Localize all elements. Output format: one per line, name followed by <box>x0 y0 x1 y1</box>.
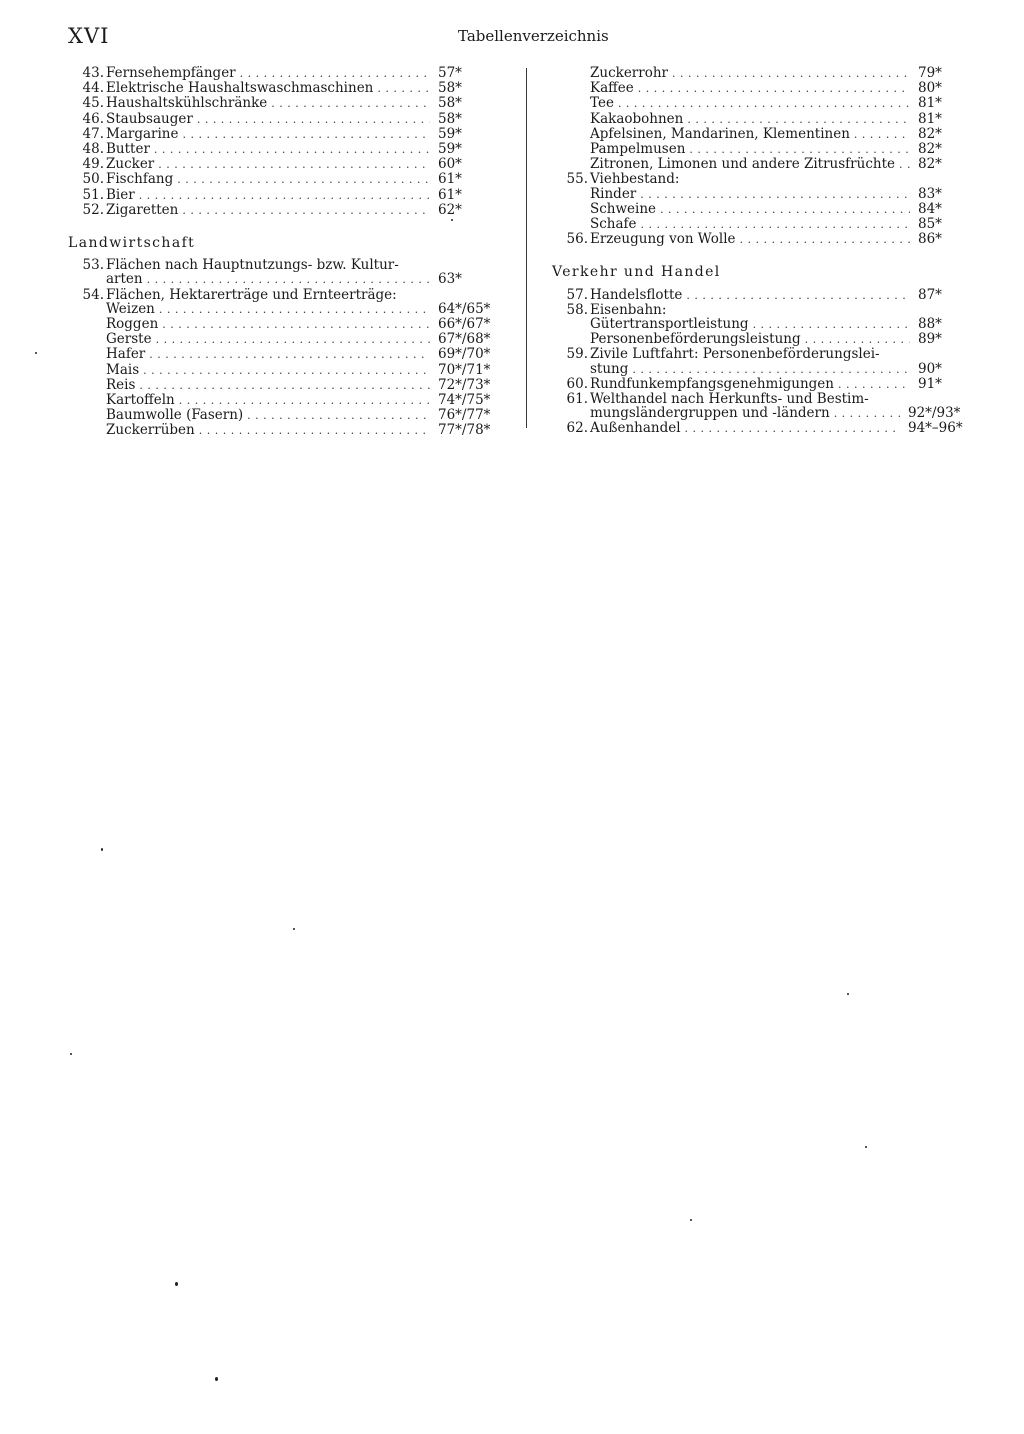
entry-title: mungsländergruppen und -ländern <box>590 405 830 422</box>
toc-entry <box>552 406 974 421</box>
toc-entry <box>552 317 974 332</box>
entry-title: Apfelsinen, Mandarinen, Klementinen <box>590 125 850 142</box>
dot-leader <box>271 97 430 111</box>
dot-leader <box>641 218 910 232</box>
toc-entry <box>552 288 974 303</box>
entry-title: Gütertransportleistung <box>590 316 749 333</box>
entry-title: Baumwolle (Fasern) <box>106 407 244 424</box>
entry-list-top <box>68 66 504 218</box>
entry-title: Rinder <box>590 185 637 202</box>
dot-leader <box>154 143 430 157</box>
entry-page-reference: 69*/70* <box>438 346 491 363</box>
entry-number: 54. <box>82 286 104 303</box>
dot-leader <box>182 128 430 142</box>
entry-page-reference: 57* <box>438 65 462 81</box>
entry-number: 61. <box>566 391 588 408</box>
dot-leader <box>687 113 910 127</box>
entry-title: Gerste <box>106 331 152 348</box>
entry-title: Erzeugung von Wolle <box>590 231 736 248</box>
entry-number: 62. <box>566 420 588 437</box>
entry-page-reference: 59* <box>438 125 462 142</box>
dot-leader <box>156 333 430 347</box>
entry-number: 43. <box>82 65 104 81</box>
toc-entry <box>68 66 504 81</box>
entry-page-reference: 81* <box>918 95 942 112</box>
entry-title: Reis <box>106 376 136 393</box>
entry-title: Fernsehempfänger <box>106 65 236 81</box>
entry-page-reference: 59* <box>438 141 462 158</box>
toc-entry <box>68 332 504 347</box>
dot-leader <box>158 158 430 172</box>
dot-leader <box>159 303 430 317</box>
toc-entry <box>68 96 504 111</box>
toc-entry <box>552 362 974 377</box>
toc-entry <box>552 377 974 392</box>
entry-title: Zuckerrohr <box>590 65 668 81</box>
toc-entry <box>552 81 974 96</box>
entry-title: Schafe <box>590 216 637 233</box>
entry-page-reference: 60* <box>438 156 462 173</box>
toc-entry <box>552 347 974 361</box>
entry-number: 60. <box>566 375 588 392</box>
entry-page-reference: 90* <box>918 360 942 377</box>
entry-title: Butter <box>106 141 150 158</box>
entry-title: Elektrische Haushaltswaschmaschinen <box>106 80 374 97</box>
dot-leader <box>147 273 430 287</box>
toc-entry <box>68 393 504 408</box>
entry-page-reference: 83* <box>918 185 942 202</box>
entry-list-agriculture <box>68 258 504 438</box>
toc-entry <box>68 188 504 203</box>
entry-page-reference: 66*/67* <box>438 316 491 333</box>
toc-entry <box>552 332 974 347</box>
dot-leader <box>139 189 430 203</box>
entry-number: 48. <box>82 141 104 158</box>
left-column <box>68 66 504 439</box>
toc-entry <box>552 421 974 436</box>
toc-entry <box>552 66 974 81</box>
toc-entry <box>552 172 974 186</box>
toc-entry <box>68 81 504 96</box>
entry-title: Zitronen, Limonen und andere Zitrusfrüchte <box>590 156 895 173</box>
entry-title: Hafer <box>106 346 146 363</box>
dot-leader <box>162 318 430 332</box>
entry-title: Flächen nach Hauptnutzungs- bzw. Kultur- <box>106 257 399 274</box>
entry-page-reference: 58* <box>438 80 462 97</box>
dot-leader <box>179 394 430 408</box>
toc-entry <box>68 423 504 438</box>
dot-leader <box>838 378 910 392</box>
entry-page-reference: 58* <box>438 110 462 127</box>
entry-number: 47. <box>82 125 104 142</box>
entry-number: 53. <box>82 257 104 274</box>
entry-page-reference: 70*/71* <box>438 361 491 378</box>
scan-speck <box>847 993 849 995</box>
entry-title: Zuckerrüben <box>106 422 195 439</box>
entry-title: Pampelmusen <box>590 141 686 158</box>
toc-entry <box>68 157 504 172</box>
entry-title: Außenhandel <box>590 420 681 437</box>
entry-list-top <box>552 66 974 247</box>
entry-title: Staubsauger <box>106 110 193 127</box>
entry-title: Kakaobohnen <box>590 110 684 127</box>
entry-page-reference: 63* <box>438 271 462 288</box>
entry-page-reference: 77*/78* <box>438 422 491 439</box>
entry-number: 45. <box>82 95 104 112</box>
entry-page-reference: 64*/65* <box>438 300 491 317</box>
dot-leader <box>182 204 430 218</box>
entry-title: Fischfang <box>106 171 174 188</box>
dot-leader <box>640 188 910 202</box>
entry-page-reference: 92*/93* <box>908 405 961 422</box>
entry-title: stung <box>590 360 629 377</box>
entry-title: Zucker <box>106 156 155 173</box>
entry-number: 59. <box>566 346 588 363</box>
entry-title: Rundfunkempfangsgenehmigungen <box>590 375 834 392</box>
dot-leader <box>139 379 430 393</box>
toc-entry <box>68 302 504 317</box>
entry-page-reference: 82* <box>918 156 942 173</box>
entry-number: 46. <box>82 110 104 127</box>
entry-list-traffic-trade <box>552 288 974 437</box>
entry-page-reference: 87* <box>918 286 942 303</box>
entry-page-reference: 84* <box>918 200 942 217</box>
entry-page-reference: 88* <box>918 316 942 333</box>
entry-number: 56. <box>566 231 588 248</box>
entry-page-reference: 89* <box>918 331 942 348</box>
dot-leader <box>854 128 910 142</box>
dot-leader <box>740 233 910 247</box>
dot-leader <box>899 158 910 172</box>
entry-title: Schweine <box>590 200 657 217</box>
toc-entry <box>68 363 504 378</box>
entry-title: Tee <box>590 95 614 112</box>
entry-title: Zivile Luftfahrt: Personenbeförderungslei- <box>590 346 880 363</box>
entry-title: Zigaretten <box>106 201 179 218</box>
dot-leader <box>672 67 910 81</box>
toc-entry <box>68 112 504 127</box>
dot-leader <box>689 143 910 157</box>
entry-page-reference: 82* <box>918 141 942 158</box>
entry-title: Welthandel nach Herkunfts- und Bestim- <box>590 391 869 408</box>
dot-leader <box>805 333 910 347</box>
toc-entry <box>68 258 504 272</box>
running-head: Tabellenverzeichnis <box>458 27 609 45</box>
toc-entry <box>68 172 504 187</box>
entry-page-reference: 72*/73* <box>438 376 491 393</box>
dot-leader <box>618 97 910 111</box>
entry-title: Margarine <box>106 125 179 142</box>
scan-speck <box>101 848 103 851</box>
toc-entry <box>68 272 504 287</box>
dot-leader <box>685 422 900 436</box>
entry-page-reference: 76*/77* <box>438 407 491 424</box>
scan-speck <box>175 1282 178 1286</box>
entry-page-reference: 81* <box>918 110 942 127</box>
entry-page-reference: 58* <box>438 95 462 112</box>
toc-entry <box>68 317 504 332</box>
section-heading-landwirtschaft: Landwirtschaft <box>68 235 196 252</box>
page-number: XVI <box>68 24 110 48</box>
toc-entry <box>552 202 974 217</box>
entry-title: Roggen <box>106 316 159 333</box>
entry-number: 44. <box>82 80 104 97</box>
entry-title: Personenbeförderungsleistung <box>590 331 801 348</box>
entry-page-reference: 67*/68* <box>438 331 491 348</box>
entry-page-reference: 94*–96* <box>908 420 963 437</box>
toc-entry <box>552 157 974 172</box>
entry-title: Kaffee <box>590 80 634 97</box>
entry-page-reference: 62* <box>438 201 462 218</box>
toc-entry <box>68 288 504 302</box>
toc-entry <box>68 408 504 423</box>
scan-speck <box>35 352 37 354</box>
entry-number: 52. <box>82 201 104 218</box>
toc-entry <box>552 392 974 406</box>
scan-speck <box>215 1377 218 1381</box>
entry-page-reference: 82* <box>918 125 942 142</box>
entry-number: 49. <box>82 156 104 173</box>
toc-entry <box>552 217 974 232</box>
entry-number: 51. <box>82 186 104 203</box>
dot-leader <box>177 173 430 187</box>
column-divider <box>526 68 527 428</box>
entry-number: 55. <box>566 171 588 188</box>
toc-entry <box>68 378 504 393</box>
toc-entry <box>552 96 974 111</box>
dot-leader <box>377 82 430 96</box>
entry-title: Bier <box>106 186 135 203</box>
entry-page-reference: 86* <box>918 231 942 248</box>
entry-number: 50. <box>82 171 104 188</box>
dot-leader <box>686 289 910 303</box>
entry-title: Flächen, Hektarerträge und Ernteerträge: <box>106 286 397 303</box>
entry-page-reference: 85* <box>918 216 942 233</box>
dot-leader <box>247 409 430 423</box>
toc-entry <box>552 127 974 142</box>
scan-speck <box>690 1219 692 1221</box>
dot-leader <box>632 363 910 377</box>
dot-leader <box>199 424 430 438</box>
dot-leader <box>240 67 430 81</box>
toc-entry <box>552 112 974 127</box>
entry-page-reference: 79* <box>918 65 942 81</box>
dot-leader <box>149 348 430 362</box>
scan-speck <box>70 1053 72 1055</box>
scan-speck <box>451 219 453 221</box>
entry-title: Mais <box>106 361 140 378</box>
section-heading-verkehr-und-handel: Verkehr und Handel <box>552 264 721 281</box>
toc-entry <box>68 127 504 142</box>
entry-page-reference: 80* <box>918 80 942 97</box>
scan-speck <box>865 1146 867 1148</box>
dot-leader <box>197 113 430 127</box>
scan-speck <box>293 928 295 930</box>
entry-title: Eisenbahn: <box>590 301 667 318</box>
toc-entry <box>552 303 974 317</box>
entry-title: Haushaltskühlschränke <box>106 95 268 112</box>
entry-title: Viehbestand: <box>590 171 680 188</box>
entry-number: 57. <box>566 286 588 303</box>
toc-entry <box>68 203 504 218</box>
toc-entry <box>68 142 504 157</box>
entry-title: Weizen <box>106 300 155 317</box>
dot-leader <box>660 203 910 217</box>
dot-leader <box>143 364 430 378</box>
entry-number: 58. <box>566 301 588 318</box>
entry-page-reference: 61* <box>438 171 462 188</box>
entry-title: Handelsflotte <box>590 286 683 303</box>
entry-title: arten <box>106 271 143 288</box>
dot-leader <box>753 318 910 332</box>
dot-leader <box>638 82 910 96</box>
dot-leader <box>834 407 900 421</box>
right-column <box>552 66 974 437</box>
toc-entry <box>552 142 974 157</box>
entry-page-reference: 91* <box>918 375 942 392</box>
entry-page-reference: 61* <box>438 186 462 203</box>
toc-entry <box>68 347 504 362</box>
entry-page-reference: 74*/75* <box>438 392 491 409</box>
entry-title: Kartoffeln <box>106 392 175 409</box>
toc-entry <box>552 187 974 202</box>
toc-entry <box>552 232 974 247</box>
